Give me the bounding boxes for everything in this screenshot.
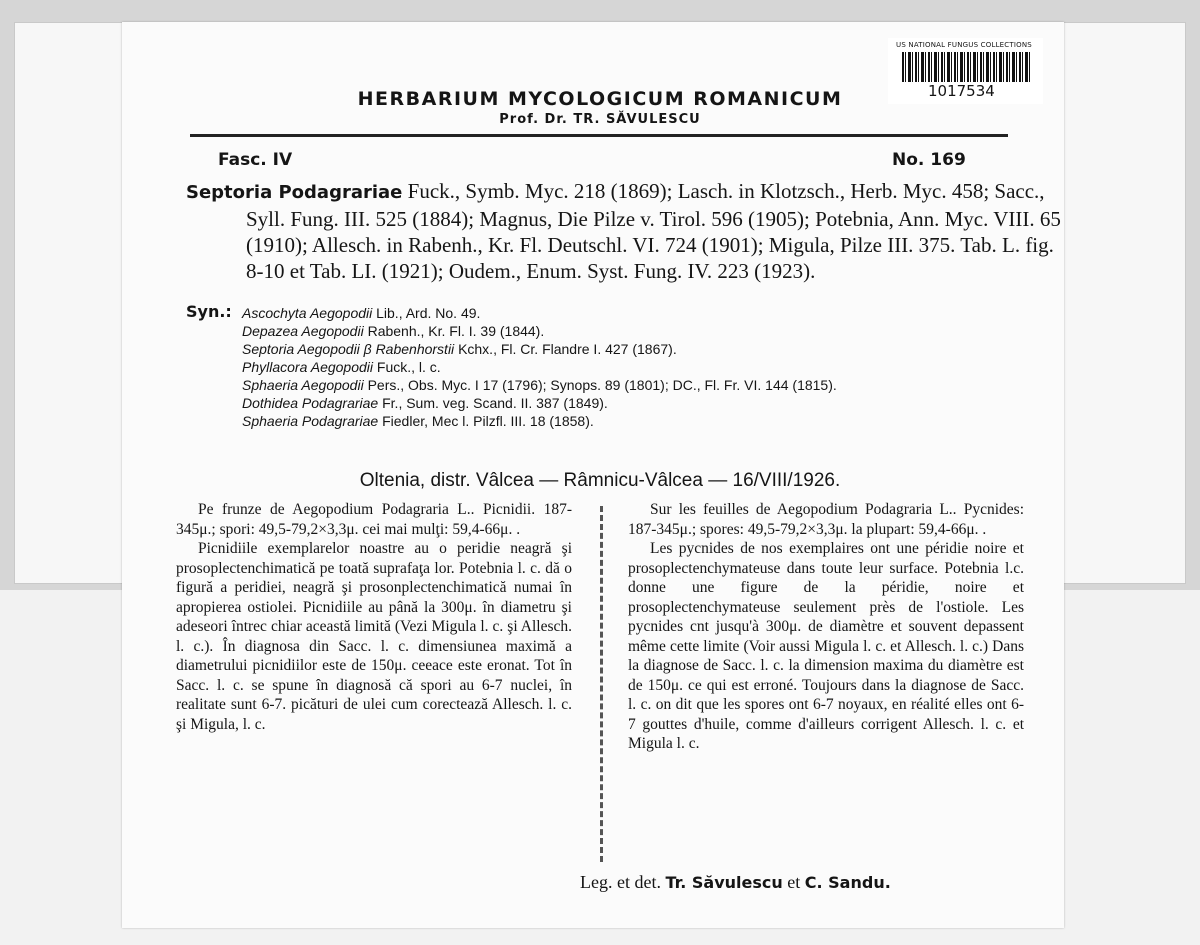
romanian-paragraph-1: Pe frunze de Aegopodium Podagraria L.. Picnidii. 187-345μ.; spori: 49,5-79,2×3,3μ. cei mai mulţi: 59,4-66μ. . — [176, 501, 572, 538]
synonym-item: Ascochyta Aegopodii Lib., Ard. No. 49. — [242, 305, 481, 321]
romanian-paragraph-2: Picnidiile exemplarelor noastre au o peridie neagră şi prosoplectenchimatică pe toată suprafaţa lor. Potebnia l. c. dă o figură a peridiei, neagră şi prosonplectenchimatică numai în apropierea ostiolei. Picnidiile au până la 300μ. în diametru şi adeseori întrec chiar această limită (Vezi Migula l. c. şi Allesch. l. c.). În diagnosa din Sacc. l. c. dimensiunea maximă a diametrului picnidiilor este de 150μ. ceeace este eronat. Tot în Sacc. l. c. se spune în diagnosă că spori au 6-7 nuclei, în realitate sunt 6-7. picături de ulei cum corectează Allesch. l. c. şi Migula, l. c. — [176, 540, 572, 733]
romanian-description — [176, 500, 572, 734]
species-entry — [186, 178, 1076, 284]
french-description — [628, 500, 1024, 754]
herbarium-title: HERBARIUM MYCOLOGICUM ROMANICUM — [357, 88, 843, 110]
synonym-item: Depazea Aegopodii Rabenh., Kr. Fl. I. 39 (1844). — [242, 323, 545, 339]
synonym-item: Septoria Aegopodii β Rabenhorstii Kchx., Fl. Cr. Flandre I. 427 (1867). — [242, 341, 677, 357]
synonym-list — [242, 304, 1002, 430]
collector-2: C. Sandu. — [804, 873, 891, 892]
synonyms-label: Syn.: — [186, 302, 232, 321]
french-paragraph-2: Les pycnides de nos exemplaires ont une péridie noire et prosoplectenchymateuse dans toute leur surface. Potebnia l.c. donne une figure de la péridie, noire et prosoplectenchymateuse seulement près de l'ostiole. Les pycnides cnt jusqu'à 300μ. de diamètre et souvent depassent même cette limite (Voir aussi Migula l. c. et Allesch. l. c.) Dans la diagnose de Sacc. l. c. la dimension maxima du diamètre est de 150μ. ce qui est erroné. Toujours dans la diagnose de Sacc. l. c. on dit que les spores ont 6-7 noyaux, en réalité elles ont 6-7 gouttes d'huile, comme d'ailleurs corrigent Allesch. l. c. et Migula l. c. — [628, 540, 1024, 752]
collector-line: Leg. et det. Tr. Săvulescu et C. Sandu. — [580, 872, 891, 892]
synonym-item: Dothidea Podagrariae Fr., Sum. veg. Scand. II. 387 (1849). — [242, 395, 608, 411]
barcode-icon — [902, 52, 1032, 82]
column-divider — [600, 506, 603, 862]
specimen-number: No. 169 — [892, 150, 966, 170]
barcode-number: 1017534 — [928, 82, 995, 100]
collector-1: Tr. Săvulescu — [665, 873, 783, 892]
header-divider — [190, 134, 1008, 137]
french-paragraph-1: Sur les feuilles de Aegopodium Podagraria L.. Pycnides: 187-345μ.; spores: 49,5-79,2×3,3μ. la plupart: 59,4-66μ. . — [628, 501, 1024, 538]
synonym-item: Sphaeria Aegopodii Pers., Obs. Myc. I 17 (1796); Synops. 89 (1801); DC., Fl. Fr. VI. 144 (1815). — [242, 377, 837, 393]
herbarium-subtitle: Prof. Dr. TR. SĂVULESCU — [499, 112, 701, 127]
locality: Oltenia, distr. Vâlcea — Râmnicu-Vâlcea — 16/VIII/1926. — [359, 470, 841, 491]
barcode-caption: US NATIONAL FUNGUS COLLECTIONS — [896, 41, 1032, 49]
species-name: Septoria Podagrariae — [186, 182, 403, 203]
synonym-item: Phyllacora Aegopodii Fuck., l. c. — [242, 359, 441, 375]
fascicle: Fasc. IV — [218, 150, 293, 170]
synonym-item: Sphaeria Podagrariae Fiedler, Mec l. Pilzfl. III. 18 (1858). — [242, 413, 594, 429]
species-citation: Fuck., Symb. Myc. 218 (1869); Lasch. in Klotzsch., Herb. Myc. 458; Sacc., Syll. Fung. III. 525 (1884); Magnus, Die Pilze v. Tirol. 596 (1905); Potebnia, Ann. Myc. VIII. 65 (1910); Allesch. in Rabenh., Kr. Fl. Deutschl. VI. 724 (1901); Migula, Pilze III. 375. Tab. L. fig. 8-10 et Tab. LI. (1921); Oudem., Enum. Syst. Fung. IV. 223 (1923). — [246, 179, 1061, 283]
